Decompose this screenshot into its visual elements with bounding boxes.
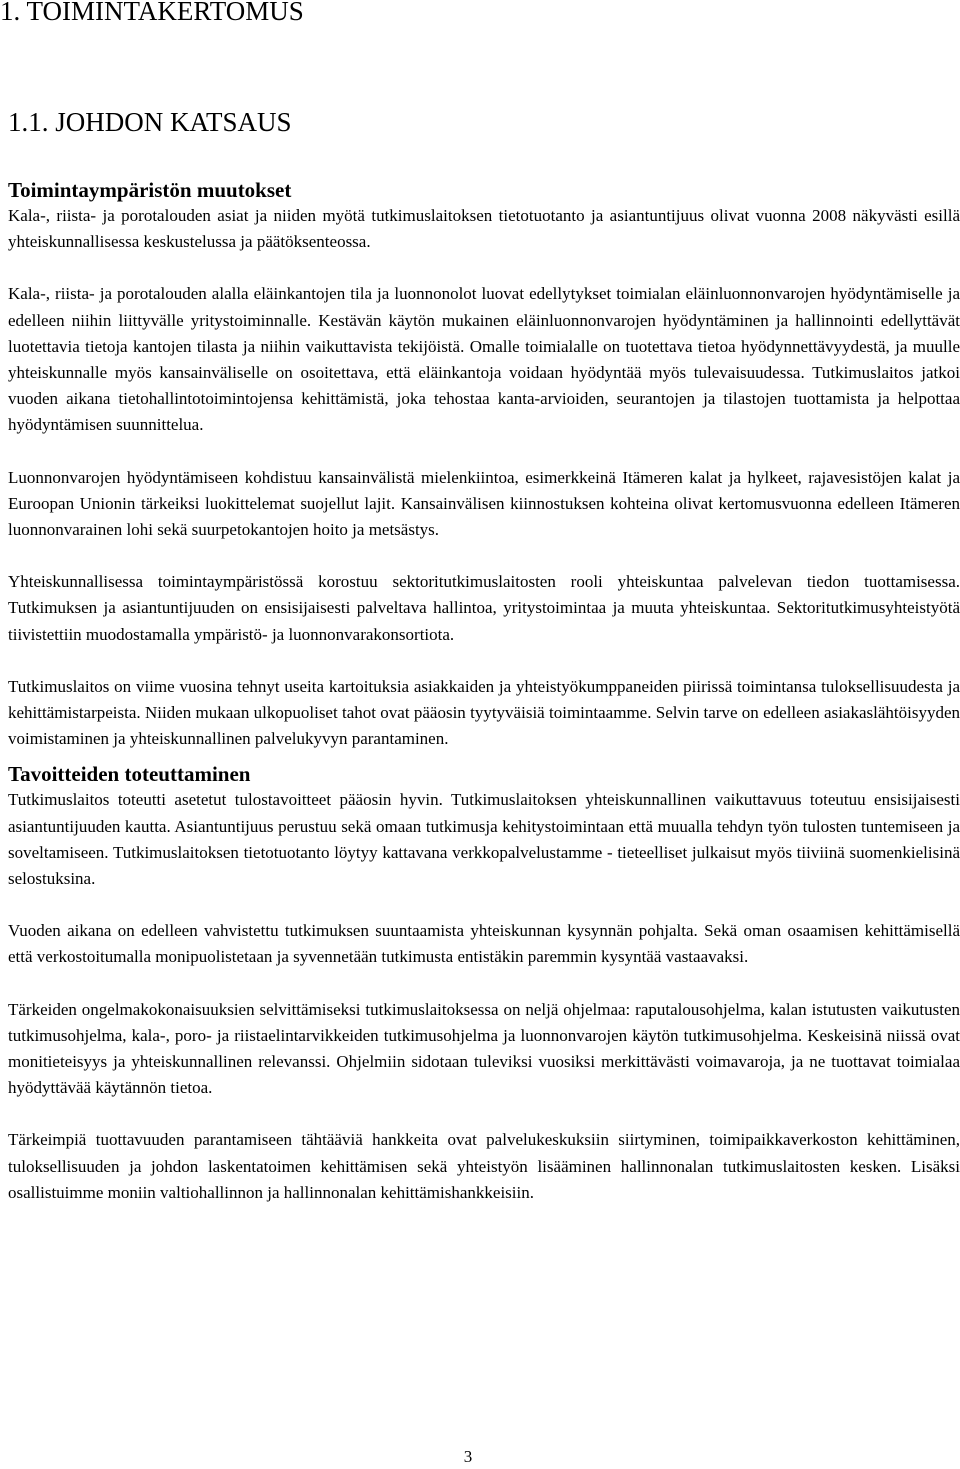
paragraph: Vuoden aikana on edelleen vahvistettu tutkimuksen suuntaamista yhteiskunnan kysynnän pohjalta. Sekä oman osaamisen kehittämisellä että verkostoitumalla monipuolistetaan ja syvennetään tutkimusta entistäkin paremmin kysyntää vastaavaksi. bbox=[8, 921, 960, 967]
page-number: 3 bbox=[463, 1447, 473, 1466]
section-heading: 1.1. JOHDON KATSAUS bbox=[8, 107, 292, 137]
paragraph: Tutkimuslaitos on viime vuosina tehnyt useita kartoituksia asiakkaiden ja yhteistyökumppaneiden piirissä toimintansa tuloksellisuudesta ja kehittämistarpeista. Niiden mukaan ulkopuoliset tahot ovat pääosin tyytyväisiä toimintaamme. Selvin tarve on edelleen asiakaslähtöisyyden voimistaminen ja yhteiskunnallinen palvelukyvyn parantaminen. bbox=[8, 676, 960, 749]
paragraph: Kala-, riista- ja porotalouden alalla eläinkantojen tila ja luonnonolot luovat edellytykset toimialan eläinluonnonvarojen hyödyntämiselle ja edelleen niihin liittyvälle yritystoiminnalle. Kestävän käytön mukainen eläinluonnonvarojen hyödyntäminen ja hallinnointi edellyttävät luotettavia tietoja kantojen tilasta ja niihin vaikuttavista tekijöistä. Omalle toimialalle on tuotettava tietoa hyödynnettävyydestä, ja muulle yhteiskunnalle myös kansainväliselle on osoitettava, että eläinkantoja voidaan hyödyntää myös tulevaisuudessa. Tutkimuslaitos jatkoi vuoden aikana tietohallintotoimintojensa kehittämistä, joka tehostaa kanta-arvioiden, seurantojen ja tilastojen tuottamista ja helpottaa hyödyntämisen suunnittelua. bbox=[8, 284, 960, 435]
page-content bbox=[8, 177, 960, 1206]
paragraph: Tärkeiden ongelmakokonaisuuksien selvittämiseksi tutkimuslaitoksessa on neljä ohjelmaa: raputalousohjelma, kalan istutusten vaikutusten tutkimusohjelma, kala-, poro- ja riistaelintarvikkeiden tutkimusohjelma ja luonnonvarojen käytön tutkimusohjelma. Keskeisinä niissä ovat monitieteisyys ja yhteiskunnallinen relevanssi. Ohjelmiin sidotaan tuleviksi vuosiksi merkittävästi voimavaroja, ja ne tuottavat toimialaa hyödyttävää käytännön tietoa. bbox=[8, 999, 960, 1098]
paragraph: Kala-, riista- ja porotalouden asiat ja niiden myötä tutkimuslaitoksen tietotuotanto ja asiantuntijuus olivat vuonna 2008 näkyvästi esillä yhteiskunnallisessa keskustelussa ja päätöksenteossa. bbox=[8, 206, 960, 252]
paragraph: Yhteiskunnallisessa toimintaympäristössä korostuu sektoritutkimuslaitosten rooli yhteiskuntaa palvelevan tiedon tuottamisessa. Tutkimuksen ja asiantuntijuuden on ensisijaisesti palveltava hallintoa, yritystoimintaa ja muuta yhteiskuntaa. Sektoritutkimusyhteistyötä tiivistettiin muodostamalla ympäristö- ja luonnonvarakonsortiota. bbox=[8, 572, 960, 644]
paragraph: Tärkeimpiä tuottavuuden parantamiseen tähtääviä hankkeita ovat palvelukeskuksiin siirtyminen, toimipaikkaverkoston kehittäminen, tuloksellisuuden ja johdon laskentatoimen kehittämisen sekä yhteistyön lisääminen hallinnonalan tutkimuslaitosten kesken. Lisäksi osallistuimme moniin valtiohallinnon ja hallinnonalan kehittämishankkeisiin. bbox=[8, 1130, 960, 1202]
subsection-heading-tavoitteet: Tavoitteiden toteuttaminen bbox=[8, 762, 251, 787]
paragraph: Luonnonvarojen hyödyntämiseen kohdistuu kansainvälistä mielenkiintoa, esimerkkeinä Itämeren kalat ja hylkeet, rajavesistöjen kalat ja Euroopan Unionin tärkeiksi luokittelemat suojellut lajit. Kansainvälisen kiinnostuksen kohteina olivat kertomusvuonna edelleen Itämeren luonnonvarainen lohi sekä suurpetokantojen hoito ja metsästys. bbox=[8, 467, 960, 540]
paragraph: Tutkimuslaitos toteutti asetetut tulostavoitteet pääosin hyvin. Tutkimuslaitoksen yhteiskunnallinen vaikuttavuus toteutuu ensisijaisesti asiantuntijuuden kautta. Asiantuntijuus perustuu sekä omaan tutkimusja kehitystoimintaan että muualla tehdyn työn tulosten tuntemiseen ja soveltamiseen. Tutkimuslaitoksen tietotuotanto löytyy kattavana verkkopalvelustamme - tieteelliset julkaisut myös tiiviinä suomenkielisinä selostuksina. bbox=[8, 790, 960, 889]
chapter-heading: 1. TOIMINTAKERTOMUS bbox=[0, 0, 304, 26]
subsection-heading-toimintaymparisto: Toimintaympäristön muutokset bbox=[8, 178, 292, 202]
